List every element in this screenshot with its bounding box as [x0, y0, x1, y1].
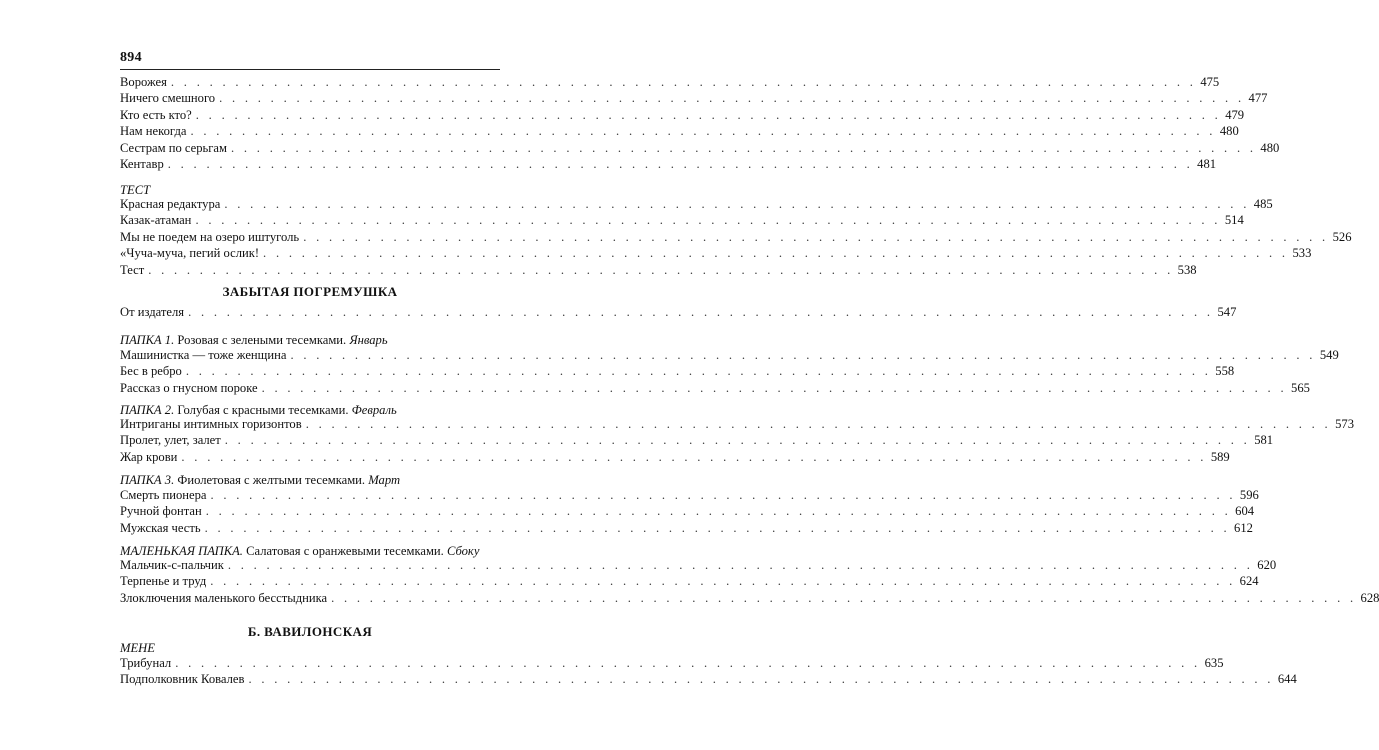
toc-entry[interactable]	[120, 449, 1230, 465]
toc-entry[interactable]	[120, 90, 1268, 106]
toc-entry[interactable]	[120, 487, 1259, 503]
toc-group-small-folder	[120, 557, 1379, 606]
toc-entry[interactable]	[120, 229, 1352, 245]
entry-title: Злоключения маленького бесстыдника	[120, 590, 328, 605]
dot-leader: . . . . . . . . . . . . . . . . . . . . . . . . . . . . . . . . . . . . . . . . . . . . . . . . . . . . . . . . . . . . . . . . . . . . . . . . . . . . . . . .	[205, 504, 1232, 519]
entry-page: 644	[1277, 672, 1297, 687]
dot-leader: . . . . . . . . . . . . . . . . . . . . . . . . . . . . . . . . . . . . . . . . . . . . . . . . . . . . . . . . . . . . . . . . . . . . . . . . . . . . . . . .	[167, 156, 1194, 171]
entry-title: Ручной фонтан	[120, 504, 202, 519]
entry-page: 477	[1248, 91, 1268, 106]
toc-entry[interactable]	[120, 416, 1354, 432]
dot-leader: . . . . . . . . . . . . . . . . . . . . . . . . . . . . . . . . . . . . . . . . . . . . . . . . . . . . . . . . . . . . . . . . . . . . . . . . . . . . . . . .	[210, 488, 1236, 502]
entry-title: Сестрам по серьгам	[120, 140, 227, 155]
entry-title: Рассказ о гнусном пороке	[120, 380, 258, 395]
toc-entry[interactable]	[120, 107, 1245, 123]
entry-page: 573	[1335, 417, 1354, 431]
toc-entry[interactable]	[120, 123, 1239, 139]
entry-page: 589	[1210, 449, 1230, 464]
dot-leader: . . . . . . . . . . . . . . . . . . . . . . . . . . . . . . . . . . . . . . . . . . . . . . . . . . . . . . . . . . . . . . . . . . . . . . . . . . . . . . . .	[305, 417, 1331, 431]
entry-title: Ворожея	[120, 75, 167, 89]
toc-group-1	[120, 74, 1280, 172]
toc-entry[interactable]	[120, 140, 1280, 156]
dot-leader: . . . . . . . . . . . . . . . . . . . . . . . . . . . . . . . . . . . . . . . . . . . . . . . . . . . . . . . . . . . . . . . . . . . . . . . . . . . . . . . .	[185, 364, 1212, 379]
entry-page: 475	[1200, 75, 1220, 89]
toc-group-publisher	[120, 304, 1237, 320]
entry-title: Тест	[120, 262, 145, 277]
entry-page: 533	[1292, 246, 1312, 261]
section-label-test: ТЕСТ	[120, 183, 151, 197]
dot-leader: . . . . . . . . . . . . . . . . . . . . . . . . . . . . . . . . . . . . . . . . . . . . . . . . . . . . . . . . . . . . . . . . . . . . . . . . . . . . . . . .	[195, 107, 1222, 122]
entry-page: 565	[1291, 380, 1310, 395]
entry-title: Жар крови	[120, 449, 178, 464]
entry-page: 514	[1224, 213, 1244, 228]
entry-title: Мальчик-с-пальчик	[120, 558, 224, 572]
toc-entry[interactable]	[120, 262, 1197, 278]
entry-title: Кентавр	[120, 156, 164, 171]
entry-title: Кто есть кто?	[120, 107, 192, 122]
dot-leader: . . . . . . . . . . . . . . . . . . . . . . . . . . . . . . . . . . . . . . . . . . . . . . . . . . . . . . . . . . . . . . . . . . . . . . . . . . . . . . . .	[263, 246, 1289, 261]
entry-page: 596	[1239, 488, 1259, 502]
dot-leader: . . . . . . . . . . . . . . . . . . . . . . . . . . . . . . . . . . . . . . . . . . . . . . . . . . . . . . . . . . . . . . . . . . . . . . . . . . . . . . . .	[195, 213, 1221, 228]
section-label-mene: МЕНЕ	[120, 641, 155, 655]
entry-title: Бес в ребро	[120, 364, 182, 379]
section-label-folder-2: ПАПКА 2. Голубая с красными тесемками. Февраль	[120, 403, 397, 417]
dot-leader: . . . . . . . . . . . . . . . . . . . . . . . . . . . . . . . . . . . . . . . . . . . . . . . . . . . . . . . . . . . . . . . . . . . . . . . . . . . . . . . .	[290, 348, 1316, 362]
section-label-folder-3: ПАПКА 3. Фиолетовая с желтыми тесемками. Март	[120, 473, 401, 487]
entry-title: От издателя	[120, 305, 185, 319]
toc-entry[interactable]	[120, 432, 1274, 448]
section-heading-forgotten-rattle: ЗАБЫТАЯ ПОГРЕМУШКА	[222, 284, 398, 299]
entry-title: Подполковник Ковалев	[120, 672, 245, 687]
toc-entry[interactable]	[120, 245, 1312, 261]
entry-title: Трибунал	[120, 656, 172, 670]
entry-page: 624	[1239, 574, 1259, 589]
entry-title: Мы не поедем на озеро иштуголь	[120, 229, 300, 244]
dot-leader: . . . . . . . . . . . . . . . . . . . . . . . . . . . . . . . . . . . . . . . . . . . . . . . . . . . . . . . . . . . . . . . . . . . . . . . . . . . . . . . .	[204, 520, 1230, 535]
page-number: 894	[120, 50, 142, 65]
entry-page: 620	[1257, 558, 1277, 572]
toc-group-test	[120, 196, 1352, 278]
toc-entry[interactable]	[120, 520, 1253, 536]
entry-title: Ничего смешного	[120, 91, 216, 106]
dot-leader: . . . . . . . . . . . . . . . . . . . . . . . . . . . . . . . . . . . . . . . . . . . . . . . . . . . . . . . . . . . . . . . . . . . . . . . . . . . . . . . .	[231, 140, 1257, 155]
entry-page: 612	[1234, 520, 1253, 535]
dot-leader: . . . . . . . . . . . . . . . . . . . . . . . . . . . . . . . . . . . . . . . . . . . . . . . . . . . . . . . . . . . . . . . . . . . . . . . . . . . . . . . .	[210, 574, 1236, 589]
dot-leader: . . . . . . . . . . . . . . . . . . . . . . . . . . . . . . . . . . . . . . . . . . . . . . . . . . . . . . . . . . . . . . . . . . . . . . . . . . . . . . . .	[190, 124, 1216, 139]
entry-title: Казак-атаман	[120, 213, 192, 228]
entry-page: 480	[1260, 140, 1280, 155]
toc-entry[interactable]	[120, 196, 1273, 212]
entry-page: 635	[1204, 656, 1224, 670]
toc-entry[interactable]	[120, 156, 1217, 172]
toc-entry[interactable]	[120, 304, 1237, 320]
entry-title: Нам некогда	[120, 124, 187, 139]
dot-leader: . . . . . . . . . . . . . . . . . . . . . . . . . . . . . . . . . . . . . . . . . . . . . . . . . . . . . . . . . . . . . . . . . . . . . . . . . . . . . . . .	[148, 262, 1174, 277]
entry-page: 604	[1235, 504, 1255, 519]
dot-leader: . . . . . . . . . . . . . . . . . . . . . . . . . . . . . . . . . . . . . . . . . . . . . . . . . . . . . . . . . . . . . . . . . . . . . . . . . . . . . . . .	[261, 380, 1287, 395]
header-rule	[120, 69, 500, 70]
toc-group-babylonian	[120, 655, 1297, 688]
dot-leader: . . . . . . . . . . . . . . . . . . . . . . . . . . . . . . . . . . . . . . . . . . . . . . . . . . . . . . . . . . . . . . . . . . . . . . . . . . . . . . . .	[224, 433, 1251, 448]
entry-title: Мужская честь	[120, 520, 201, 535]
section-label-small-folder: МАЛЕНЬКАЯ ПАПКА. Салатовая с оранжевыми тесемками. Сбоку	[120, 544, 480, 558]
dot-leader: . . . . . . . . . . . . . . . . . . . . . . . . . . . . . . . . . . . . . . . . . . . . . . . . . . . . . . . . . . . . . . . . . . . . . . . . . . . . . . . .	[170, 75, 1197, 89]
dot-leader: . . . . . . . . . . . . . . . . . . . . . . . . . . . . . . . . . . . . . . . . . . . . . . . . . . . . . . . . . . . . . . . . . . . . . . . . . . . . . . . .	[303, 229, 1329, 244]
dot-leader: . . . . . . . . . . . . . . . . . . . . . . . . . . . . . . . . . . . . . . . . . . . . . . . . . . . . . . . . . . . . . . . . . . . . . . . . . . . . . . . .	[219, 91, 1245, 106]
entry-page: 558	[1215, 364, 1235, 379]
dot-leader: . . . . . . . . . . . . . . . . . . . . . . . . . . . . . . . . . . . . . . . . . . . . . . . . . . . . . . . . . . . . . . . . . . . . . . . . . . . . . . . .	[188, 305, 1214, 319]
toc-entry[interactable]	[120, 573, 1259, 589]
dot-leader: . . . . . . . . . . . . . . . . . . . . . . . . . . . . . . . . . . . . . . . . . . . . . . . . . . . . . . . . . . . . . . . . . . . . . . . . . . . . . . . .	[181, 449, 1207, 464]
entry-page: 485	[1253, 197, 1273, 211]
entry-title: Терпенье и труд	[120, 574, 207, 589]
toc-entry[interactable]	[120, 503, 1255, 519]
entry-title: Смерть пионера	[120, 488, 207, 502]
section-label-folder-1: ПАПКА 1. Розовая с зелеными тесемками. Январь	[120, 333, 388, 347]
toc-group-folder-2	[120, 416, 1354, 465]
dot-leader: . . . . . . . . . . . . . . . . . . . . . . . . . . . . . . . . . . . . . . . . . . . . . . . . . . . . . . . . . . . . . . . . . . . . . . . . . . . . . . . .	[227, 558, 1254, 572]
entry-title: Пролет, улет, залет	[120, 433, 221, 448]
toc-entry[interactable]	[120, 363, 1235, 379]
toc-entry[interactable]	[120, 557, 1277, 573]
entry-page: 481	[1197, 156, 1217, 171]
section-heading-babylonian: Б. ВАВИЛОНСКАЯ	[247, 624, 373, 639]
entry-page: 538	[1177, 262, 1197, 277]
toc-group-folder-1	[120, 347, 1339, 396]
toc-entry[interactable]	[120, 655, 1224, 671]
toc-entry[interactable]	[120, 347, 1339, 363]
dot-leader: . . . . . . . . . . . . . . . . . . . . . . . . . . . . . . . . . . . . . . . . . . . . . . . . . . . . . . . . . . . . . . . . . . . . . . . . . . . . . . . .	[248, 672, 1274, 687]
toc-entry[interactable]	[120, 590, 1379, 606]
entry-title: «Чуча-муча, пегий ослик!	[120, 246, 260, 261]
entry-title: Красная редактура	[120, 197, 221, 211]
toc-entry[interactable]	[120, 74, 1220, 90]
entry-page: 547	[1217, 305, 1237, 319]
entry-title: Машинистка — тоже женщина	[120, 348, 287, 362]
toc-entry[interactable]	[120, 671, 1297, 687]
entry-page: 549	[1319, 348, 1339, 362]
dot-leader: . . . . . . . . . . . . . . . . . . . . . . . . . . . . . . . . . . . . . . . . . . . . . . . . . . . . . . . . . . . . . . . . . . . . . . . . . . . . . . . .	[224, 197, 1250, 211]
entry-page: 479	[1225, 107, 1245, 122]
entry-page: 628	[1360, 590, 1379, 605]
dot-leader: . . . . . . . . . . . . . . . . . . . . . . . . . . . . . . . . . . . . . . . . . . . . . . . . . . . . . . . . . . . . . . . . . . . . . . . . . . . . . . . .	[331, 590, 1357, 605]
entry-page: 581	[1254, 433, 1274, 448]
entry-page: 480	[1219, 124, 1239, 139]
entry-page: 526	[1332, 229, 1352, 244]
dot-leader: . . . . . . . . . . . . . . . . . . . . . . . . . . . . . . . . . . . . . . . . . . . . . . . . . . . . . . . . . . . . . . . . . . . . . . . . . . . . . . . .	[175, 656, 1201, 670]
toc-group-folder-3	[120, 487, 1259, 536]
toc-entry[interactable]	[120, 212, 1244, 228]
entry-title: Интриганы интимных горизонтов	[120, 417, 302, 431]
toc-entry[interactable]	[120, 380, 1310, 396]
